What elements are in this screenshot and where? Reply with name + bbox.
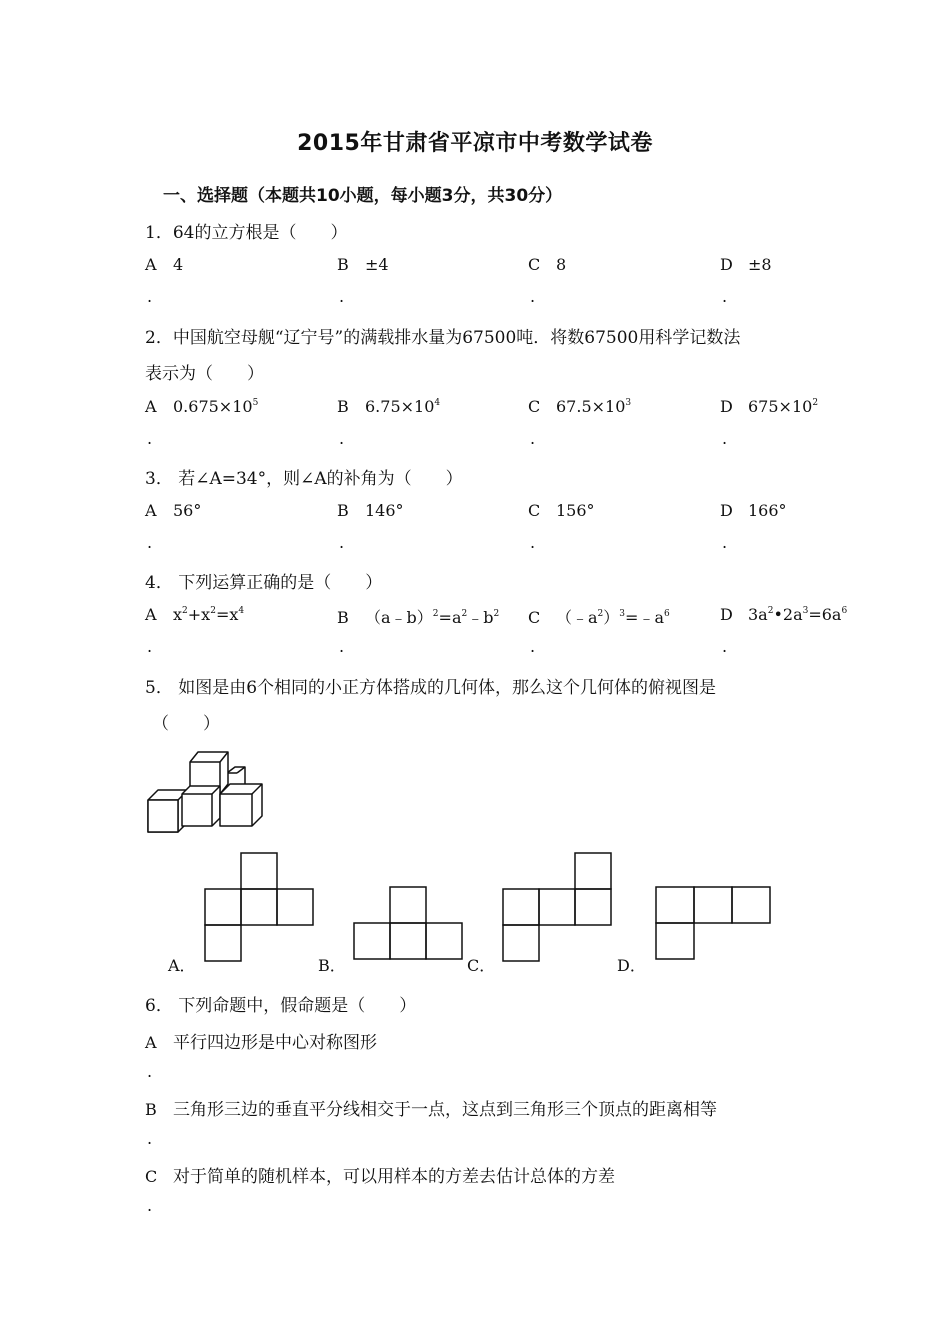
q2-option-b[interactable]: B $6.75\times 10^4$	[337, 397, 441, 416]
q4-option-d[interactable]: D $3a^2•2a^3=6a^6$	[720, 605, 848, 624]
q5-option-c-label[interactable]: C．	[467, 956, 496, 975]
option-dot: .	[530, 533, 536, 552]
option-dot: .	[339, 429, 345, 448]
option-dot: .	[722, 637, 728, 656]
option-dot: .	[147, 287, 153, 306]
option-dot: .	[530, 637, 536, 656]
question-4-stem: 4． 下列运算正确的是（ ）	[145, 573, 383, 593]
question-6-stem: 6． 下列命题中，假命题是（ ）	[145, 996, 417, 1016]
question-2-stem-line-1: 2．中国航空母舰“辽宁号”的满载排水量为67500吨．将数67500用科学记数法	[145, 328, 741, 348]
q1-option-c[interactable]: C 8	[528, 255, 567, 274]
q5-option-c-grid[interactable]	[498, 850, 618, 965]
cube-solid-figure	[140, 740, 275, 840]
q5-option-d-grid[interactable]	[650, 882, 775, 965]
option-dot: .	[722, 533, 728, 552]
option-dot: .	[147, 637, 153, 656]
q6-option-c[interactable]: C 对于简单的随机样本，可以用样本的方差去估计总体的方差	[145, 1167, 615, 1187]
option-dot: .	[147, 1129, 153, 1148]
option-dot: .	[147, 429, 153, 448]
q6-option-b[interactable]: B 三角形三边的垂直平分线相交于一点，这点到三角形三个顶点的距离相等	[145, 1100, 717, 1120]
q2-option-c[interactable]: C $67.5\times 10^3$	[528, 397, 632, 416]
section-heading: 一、选择题（本题共10小题，每小题3分，共30分）	[163, 186, 563, 206]
option-dot: .	[722, 287, 728, 306]
q1-option-a[interactable]: A 4	[145, 255, 184, 274]
question-5-stem-line-1: 5． 如图是由6个相同的小正方体搭成的几何体，那么这个几何体的俯视图是	[145, 678, 717, 698]
option-dot: .	[339, 287, 345, 306]
q4-option-a[interactable]: A $x^2+x^2=x^4$	[145, 605, 245, 624]
q3-option-c[interactable]: C 156°	[528, 501, 595, 520]
q3-option-a[interactable]: A 56°	[145, 501, 202, 520]
option-dot: .	[147, 1062, 153, 1081]
q3-option-d[interactable]: D 166°	[720, 501, 787, 520]
q3-option-b[interactable]: B 146°	[337, 501, 404, 520]
option-dot: .	[339, 533, 345, 552]
q4-option-b[interactable]: B $(a﹣b)^2=a^2﹣b^2$	[337, 608, 500, 627]
option-dot: .	[530, 429, 536, 448]
q5-option-a-label[interactable]: A．	[168, 956, 196, 975]
option-dot: .	[530, 287, 536, 306]
q1-option-d[interactable]: D ±8	[720, 255, 772, 274]
q2-option-a[interactable]: A $0.675\times 10^5$	[145, 397, 259, 416]
q6-option-a[interactable]: A 平行四边形是中心对称图形	[145, 1033, 377, 1053]
question-2-stem-line-2: 表示为（ ）	[145, 364, 264, 384]
option-dot: .	[339, 637, 345, 656]
q4-option-c[interactable]: C $(﹣a^2)^3=﹣a^6$	[528, 608, 670, 627]
q5-option-b-grid[interactable]	[350, 882, 470, 965]
option-dot: .	[722, 429, 728, 448]
question-3-stem: 3． 若∠A=34°，则∠A的补角为（ ）	[145, 469, 463, 489]
option-dot: .	[147, 1196, 153, 1215]
q2-option-d[interactable]: D $675\times 10^2$	[720, 397, 819, 416]
q1-option-b[interactable]: B ±4	[337, 255, 389, 274]
option-dot: .	[147, 533, 153, 552]
q5-option-d-label[interactable]: D．	[617, 956, 646, 975]
q5-option-a-grid[interactable]	[200, 850, 320, 965]
page-title: 2015年甘肃省平凉市中考数学试卷	[297, 131, 653, 156]
question-5-stem-line-2: （ ）	[152, 714, 220, 734]
q5-option-b-label[interactable]: B．	[318, 956, 346, 975]
question-1-stem: 1．64的立方根是（ ）	[145, 223, 348, 243]
